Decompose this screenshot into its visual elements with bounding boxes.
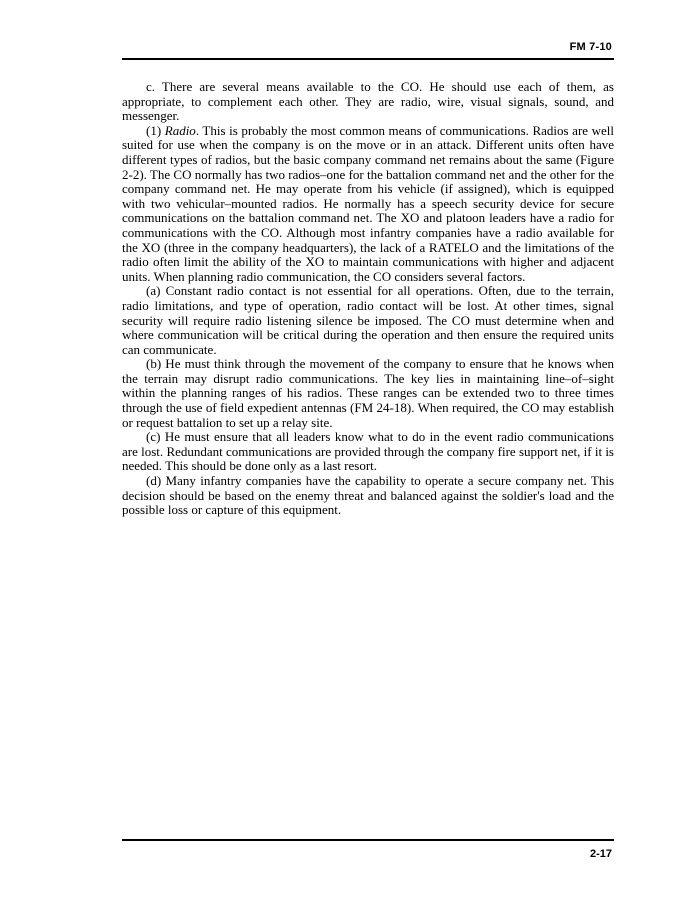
header-rule: [122, 58, 614, 60]
paragraph-d: (d) Many infantry companies have the capability to operate a secure company net. This decision should be based on the enemy threat and balanced against the soldier's load and the possible loss or capture of this equipment.: [122, 473, 614, 518]
paragraph-c-sub: (c) He must ensure that all leaders know what to do in the event radio communications are lost. Redundant communications are provided through the company fire support net, if it is needed. This should be done only as a last resort.: [122, 429, 614, 474]
paragraph-a: (a) Constant radio contact is not essential for all operations. Often, due to the terrain, radio limitations, and type of operation, radio contact will be lost. At other times, signal security will require radio listening silence be imposed. The CO must determine when and where communication will be critical during the operation and then ensure the required units can communicate.: [122, 283, 614, 357]
page-body: [122, 80, 614, 518]
paragraph-b: (b) He must think through the movement of the company to ensure that he knows when the terrain may disrupt radio communications. The key lies in maintaining line–of–sight within the planning ranges of his radios. These ranges can be extended two to three times through the use of field expedient antennas (FM 24-18). When required, the CO may establish or request battalion to set up a relay site.: [122, 356, 614, 430]
paragraph-1-lead: (1): [146, 122, 165, 138]
paragraph-1-radio: [122, 124, 614, 285]
running-header-doc-id: FM 7-10: [569, 41, 612, 53]
paragraph-c: c. There are several means available to the CO. He should use each of them, as appropriate, to complement each other. They are radio, wire, visual signals, sound, and messenger.: [122, 79, 614, 124]
page-number: 2-17: [589, 848, 612, 860]
paragraph-1-text: . This is probably the most common means of communications. Radios are well suited for use when the company is on the move or in an attack. Different units often have different types of radios, but the basic company command net remains about the same (Figure 2-2). The CO normally has two radios–one for the battalion command net and the other for the company command net. He may operate from his vehicle (if assigned), which is equipped with two vehicular–mounted radios. He normally has a speech security device for secure communications on the battalion command net. The XO and platoon leaders have a radio for communications with the CO. Although most infantry companies have a radio available for the XO (three in the company headquarters), the lack of a RATELO and the limitations of the radio often limit the ability of the XO to maintain communications with higher and adjacent units. When planning radio communication, the CO considers several factors.: [122, 122, 614, 284]
paragraph-1-title: Radio: [164, 122, 196, 138]
footer-rule: [122, 839, 614, 841]
